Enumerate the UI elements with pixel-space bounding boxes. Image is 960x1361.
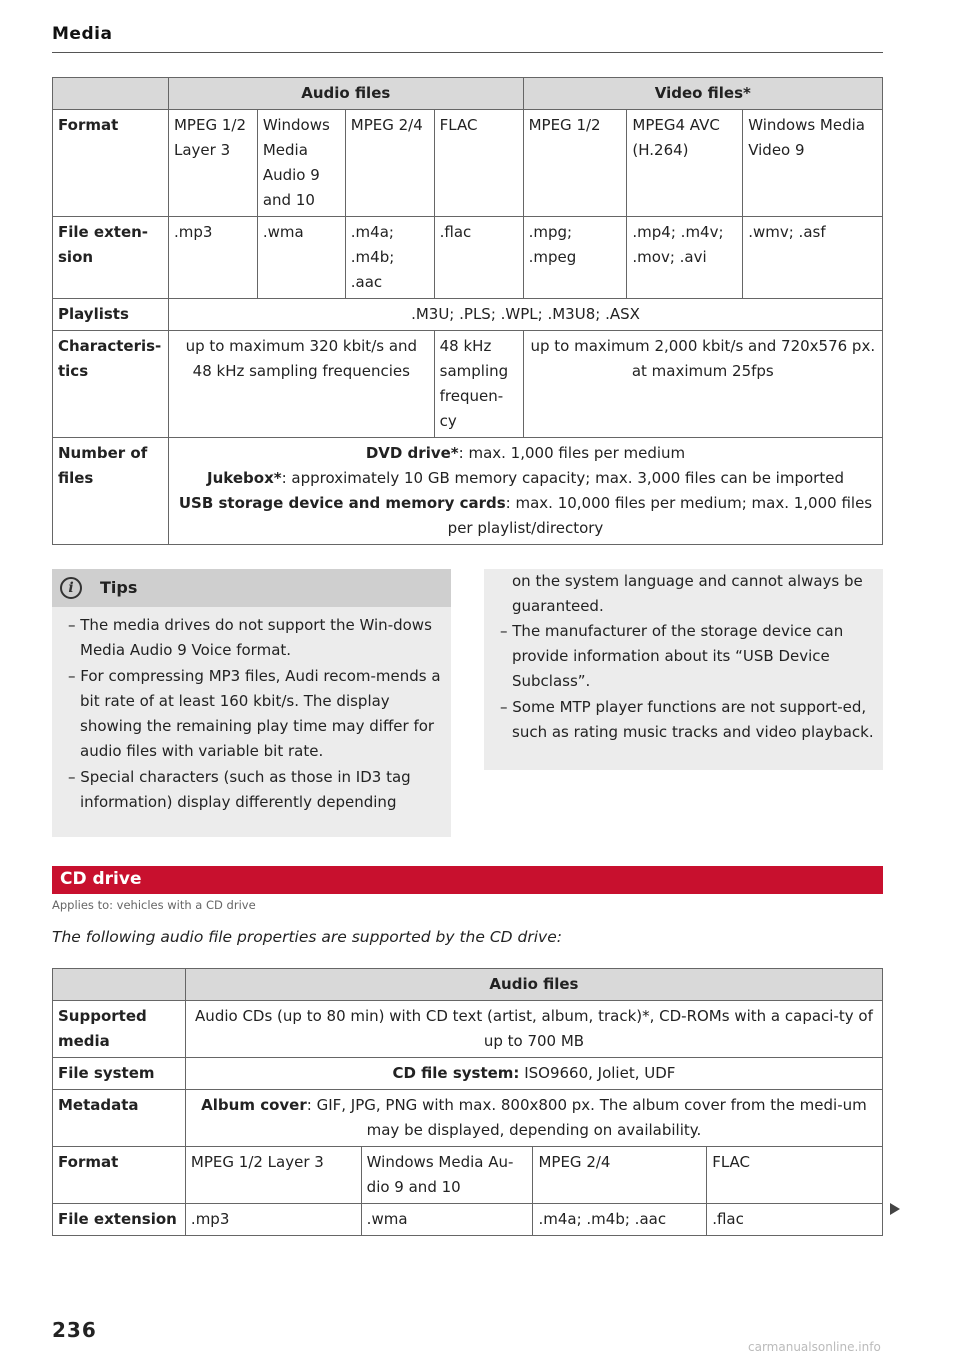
table-cell [185, 1058, 882, 1090]
row-label: Number of files [53, 438, 169, 545]
page-title: Media [52, 24, 113, 44]
row-label: Format [53, 1147, 186, 1204]
table-corner [53, 969, 186, 1001]
table-cell: Windows Media Video 9 [743, 110, 883, 217]
table-cell: .M3U; .PLS; .WPL; .M3U8; .ASX [168, 299, 882, 331]
table-cell: .mp3 [185, 1204, 361, 1236]
table-cell: .m4a; .m4b; .aac [533, 1204, 707, 1236]
table-row [53, 299, 883, 331]
table-row [53, 331, 883, 438]
table-cell: MPEG 1/2 Layer 3 [168, 110, 257, 217]
table-cell: up to maximum 2,000 kbit/s and 720x576 px. at maximum 25fps [523, 331, 882, 438]
table-cell: .m4a; .m4b; .aac [345, 217, 434, 299]
table-cell: .wmv; .asf [743, 217, 883, 299]
media-formats-table [52, 77, 883, 545]
tips-list-continued [492, 569, 877, 746]
table-row [53, 217, 883, 299]
table-corner [53, 78, 169, 110]
table-cell: .flac [707, 1204, 883, 1236]
info-icon: i [60, 577, 82, 599]
applies-to-note: Applies to: vehicles with a CD drive [52, 898, 256, 912]
section-title: CD drive [60, 869, 142, 889]
row-label: Characteris-tics [53, 331, 169, 438]
section-heading-bar [52, 866, 883, 894]
video-files-header: Video files* [523, 78, 882, 110]
row-label: Supported media [53, 1001, 186, 1058]
table-cell: MPEG 1/2 Layer 3 [185, 1147, 361, 1204]
table-cell: .mp4; .m4v; .mov; .avi [627, 217, 743, 299]
table-row [53, 110, 883, 217]
tips-box [52, 569, 451, 837]
table-row [53, 1090, 883, 1147]
meta-bold: Album cover [201, 1096, 307, 1114]
jukebox-text: : approximately 10 GB memory capacity; max. 3,000 files can be imported [281, 469, 844, 487]
table-cell: MPEG4 AVC (H.264) [627, 110, 743, 217]
table-cell [168, 438, 882, 545]
page-number: 236 [52, 1318, 97, 1342]
table-row [53, 438, 883, 545]
tips-list [60, 613, 445, 816]
table-cell: FLAC [707, 1147, 883, 1204]
tips-continued [484, 569, 883, 770]
row-label: Playlists [53, 299, 169, 331]
list-item: – The media drives do not support the Win-dows Media Audio 9 Voice format. [68, 616, 432, 659]
table-row [53, 1204, 883, 1236]
table-cell [185, 1090, 882, 1147]
usb-text: : max. 10,000 files per medium; max. 1,000 files per playlist/directory [447, 494, 873, 537]
table-cell: Windows Media Au-dio 9 and 10 [361, 1147, 533, 1204]
table-cell: MPEG 1/2 [523, 110, 627, 217]
section-intro: The following audio file properties are supported by the CD drive: [52, 928, 562, 946]
dvd-label: DVD drive* [365, 444, 459, 462]
table-cell: up to maximum 320 kbit/s and 48 kHz sampling frequencies [168, 331, 434, 438]
row-label: File extension [53, 1204, 186, 1236]
table-cell: Windows Media Audio 9 and 10 [257, 110, 345, 217]
table-row [53, 1147, 883, 1204]
tips-header [52, 569, 451, 607]
row-label: Format [53, 110, 169, 217]
table-row [53, 1001, 883, 1058]
table-cell: .mp3 [168, 217, 257, 299]
row-label: Metadata [53, 1090, 186, 1147]
table-cell: .flac [434, 217, 523, 299]
table-cell: MPEG 2/4 [533, 1147, 707, 1204]
cd-drive-table [52, 968, 883, 1236]
dvd-text: : max. 1,000 files per medium [458, 444, 686, 462]
next-page-arrow-icon [890, 1203, 900, 1215]
table-cell: .wma [257, 217, 345, 299]
audio-files-header: Audio files [168, 78, 523, 110]
table-cell: 48 kHz sampling frequen-cy [434, 331, 523, 438]
watermark: carmanualsonline.info [748, 1340, 881, 1354]
table-row [53, 1058, 883, 1090]
audio-files-header: Audio files [185, 969, 882, 1001]
row-label: File exten-sion [53, 217, 169, 299]
table-cell: .wma [361, 1204, 533, 1236]
header-rule [52, 52, 883, 53]
list-item: – Special characters (such as those in ID3 tag information) display differently depending [68, 768, 411, 811]
table-cell: Audio CDs (up to 80 min) with CD text (artist, album, track)*, CD-ROMs with a capaci-ty of up to 700 MB [185, 1001, 882, 1058]
meta-value: : GIF, JPG, PNG with max. 800x800 px. The album cover from the medi-um may be displayed, depending on availability. [306, 1096, 867, 1139]
table-cell: FLAC [434, 110, 523, 217]
table-cell: .mpg; .mpeg [523, 217, 627, 299]
list-item: – Some MTP player functions are not support-ed, such as rating music tracks and video playback. [500, 698, 874, 741]
table-cell: MPEG 2/4 [345, 110, 434, 217]
list-item: – The manufacturer of the storage device can provide information about its “USB Device Subclass”. [500, 622, 844, 690]
tips-title: Tips [100, 578, 138, 597]
row-label: File system [53, 1058, 186, 1090]
jukebox-label: Jukebox* [207, 469, 282, 487]
list-item: – For compressing MP3 files, Audi recom-mends a bit rate of at least 160 kbit/s. The display showing the remaining play time may differ for audio files with variable bit rate. [68, 667, 441, 760]
list-item-continued: on the system language and cannot always be guaranteed. [512, 572, 863, 615]
fs-value: ISO9660, Joliet, UDF [519, 1064, 676, 1082]
fs-bold: CD file system: [392, 1064, 520, 1082]
usb-label: USB storage device and memory cards [178, 494, 506, 512]
